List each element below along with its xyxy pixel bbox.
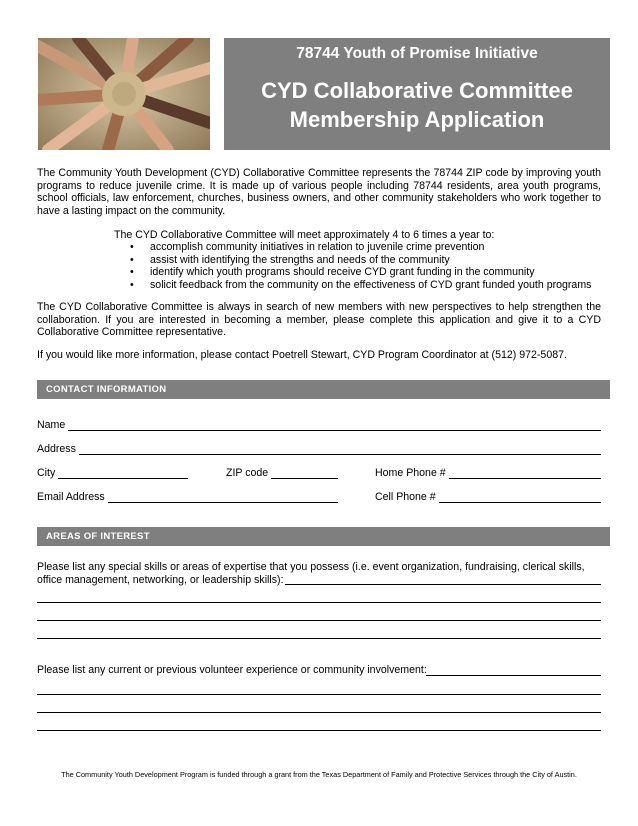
hands-circle-photo: [38, 38, 210, 150]
volunteer-answer-line[interactable]: [37, 694, 601, 695]
zip-field[interactable]: [226, 465, 338, 479]
email-row: [37, 489, 601, 503]
email-field[interactable]: [37, 489, 338, 503]
funding-footer: The Community Youth Development Program is funded through a grant from the Texas Department of Family and Protective Services through the City of Austin.: [61, 770, 577, 779]
list-item: • accomplish community initiatives in relation to juvenile crime prevention: [130, 241, 485, 253]
list-item: • solicit feedback from the community on the effectiveness of CYD grant funded youth programs: [130, 278, 592, 291]
address-field[interactable]: [37, 441, 601, 455]
name-field[interactable]: [37, 417, 601, 431]
home-phone-label: Home Phone #: [375, 467, 446, 479]
skills-answer-line[interactable]: [37, 638, 601, 639]
city-field[interactable]: [37, 465, 188, 479]
volunteer-answer-line[interactable]: [37, 712, 601, 713]
interest-section-header: AREAS OF INTEREST: [37, 527, 610, 546]
list-item: • assist with identifying the strengths and needs of the community: [130, 253, 450, 266]
cell-phone-label: Cell Phone #: [375, 491, 436, 503]
volunteer-answer-line[interactable]: [37, 730, 601, 731]
form-title: [224, 76, 610, 134]
form-title-line2: Membership Application: [289, 107, 545, 132]
zip-label: ZIP code: [226, 467, 269, 479]
address-row: [37, 441, 601, 455]
skills-answer-line[interactable]: [285, 584, 601, 585]
membership-paragraph: The CYD Collaborative Committee is always in search of new members with new perspectives to help strengthen the collaboration. If you are interested in becoming a member, please complete this application and give it to a CYD Collaborative Committee representative.: [37, 301, 601, 339]
initiative-subtitle: 78744 Youth of Promise Initiative: [296, 45, 538, 62]
form-title-line1: CYD Collaborative Committee: [261, 78, 573, 103]
contact-info-paragraph: If you would like more information, please contact Poetrell Stewart, CYD Program Coordinator at (512) 972-5087.: [37, 349, 567, 361]
volunteer-answer-line[interactable]: [426, 675, 601, 676]
skills-answer-line[interactable]: [37, 602, 601, 603]
name-label: Name: [37, 419, 66, 431]
skills-question: Please list any special skills or areas of expertise that you possess (i.e. event organization, fundraising, clerical skills, office management, networking, or leadership skills):: [37, 561, 585, 586]
city-label: City: [37, 467, 56, 479]
skills-answer-line[interactable]: [37, 620, 601, 621]
cell-phone-field[interactable]: [375, 489, 601, 503]
volunteer-question: Please list any current or previous volunteer experience or community involvement:: [37, 664, 427, 676]
city-row: [37, 465, 601, 479]
email-label: Email Address: [37, 491, 105, 503]
contact-section-header: CONTACT INFORMATION: [37, 380, 610, 399]
header-banner: [224, 38, 610, 150]
address-label: Address: [37, 443, 76, 455]
name-row: [37, 417, 601, 431]
meeting-goals-list: [130, 241, 591, 291]
list-item: • identify which youth programs should receive CYD grant funding in the community: [130, 266, 535, 279]
meeting-intro: The CYD Collaborative Committee will meet approximately 4 to 6 times a year to:: [114, 229, 495, 241]
intro-paragraph: The Community Youth Development (CYD) Collaborative Committee represents the 78744 ZIP code by improving youth programs to reduce juvenile crime. It is made up of various people including 78744 residents, area youth programs, school officials, law enforcement, churches, business owners, and other community stakeholders who work together to have a lasting impact on the community.: [37, 167, 601, 217]
home-phone-field[interactable]: [375, 465, 601, 479]
